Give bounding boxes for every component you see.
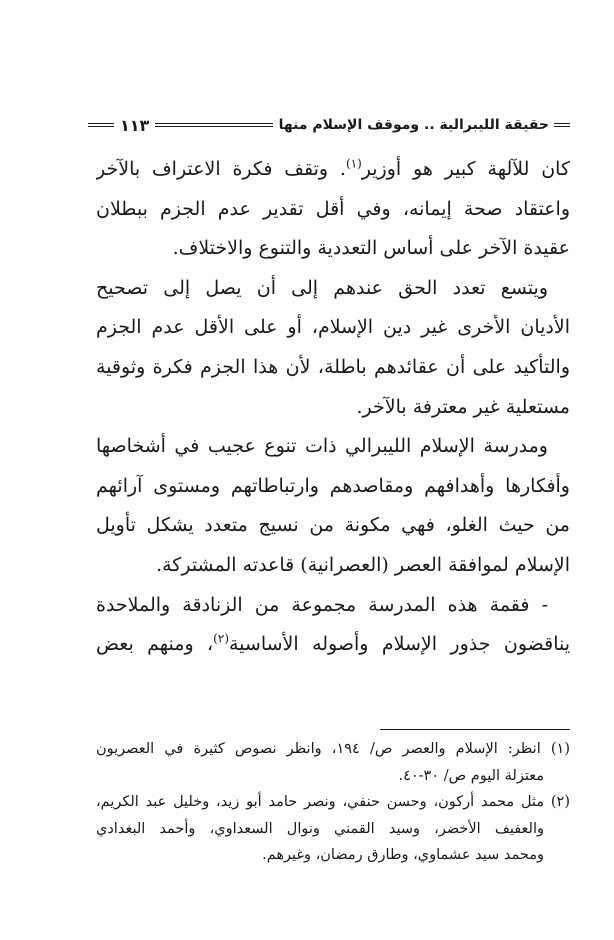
line-text: . وتقف فكرة الاعتراف بالآخر bbox=[96, 158, 346, 180]
text-line: الأديان الأخرى غير دين الإسلام، أو على الأقل عدم الجزم bbox=[96, 316, 570, 339]
text-line: عقيدة الآخر على أساس التعددية والتنوع والاختلاف. bbox=[172, 237, 570, 260]
running-header bbox=[88, 114, 570, 136]
footnotes bbox=[96, 736, 570, 869]
text-line: مستعلية غير معترفة بالآخر. bbox=[356, 395, 570, 418]
footnote-ref-1: (١) bbox=[345, 156, 362, 171]
header-rule-right bbox=[554, 123, 570, 127]
line-text: ، ومنهم بعض bbox=[96, 633, 214, 656]
footnote-1: (١) انظر: الإسلام والعصر ص/ ١٩٤، وانظر نصوص كثيرة في العصريون bbox=[96, 741, 570, 757]
text-line bbox=[96, 150, 570, 190]
footnote-separator bbox=[380, 729, 570, 730]
header-rule-left bbox=[88, 123, 114, 127]
footnote-2-continued: والعفيف الأخضر، وسيد القمني ونوال السعداوي، وأحمد البغدادي bbox=[96, 820, 544, 837]
text-line: والتأكيد على أن عقائدهم باطلة، لأن هذا الجزم فكرة وثوقية bbox=[96, 355, 570, 378]
footnote-1-continued: معتزلة اليوم ص/ ٣٠-٤٠. bbox=[398, 767, 544, 784]
header-rule-middle bbox=[155, 123, 272, 127]
line-text: يناقضون جذور الإسلام وأصوله الأساسية bbox=[229, 633, 570, 656]
text-line: وأفكارها وأهدافهم ومقاصدهم وارتباطاتهم ومستوى آرائهم bbox=[96, 474, 570, 497]
main-text bbox=[96, 150, 570, 690]
text-line: الإسلام لموافقة العصر (العصرانية) قاعدته المشتركة. bbox=[156, 553, 570, 576]
footnote-2-continued: ومحمد سيد عشماوي، وطارق رمضان، وغيرهم. bbox=[262, 847, 544, 863]
text-line: واعتقاد صحة إيمانه، وفي أقل تقدير عدم الجزم ببطلان bbox=[96, 197, 570, 220]
text-line bbox=[96, 625, 570, 665]
line-text: كان للآلهة كبير هو أوزير bbox=[361, 158, 570, 180]
text-line: ويتسع تعدد الحق عندهم إلى أن يصل إلى تصحيح bbox=[96, 276, 548, 299]
footnote-2: (٢) مثل محمد أركون، وحسن حنفي، ونصر حامد أبو زيد، وخليل عبد الكريم، bbox=[96, 794, 570, 810]
text-line: - فقمة هذه المدرسة مجموعة من الزنادقة والملاحدة bbox=[96, 593, 548, 616]
text-line: من حيث الغلو، فهي مكونة من نسيج متعدد يشكل تأويل bbox=[96, 514, 570, 537]
page-number: ١١٣ bbox=[120, 115, 150, 135]
text-line: ومدرسة الإسلام الليبرالي ذات تنوع عجيب في أشخاصها bbox=[96, 435, 548, 458]
running-title: حقيقة الليبرالية .. وموقف الإسلام منها bbox=[278, 117, 549, 133]
footnote-ref-2: (٢) bbox=[213, 631, 229, 646]
